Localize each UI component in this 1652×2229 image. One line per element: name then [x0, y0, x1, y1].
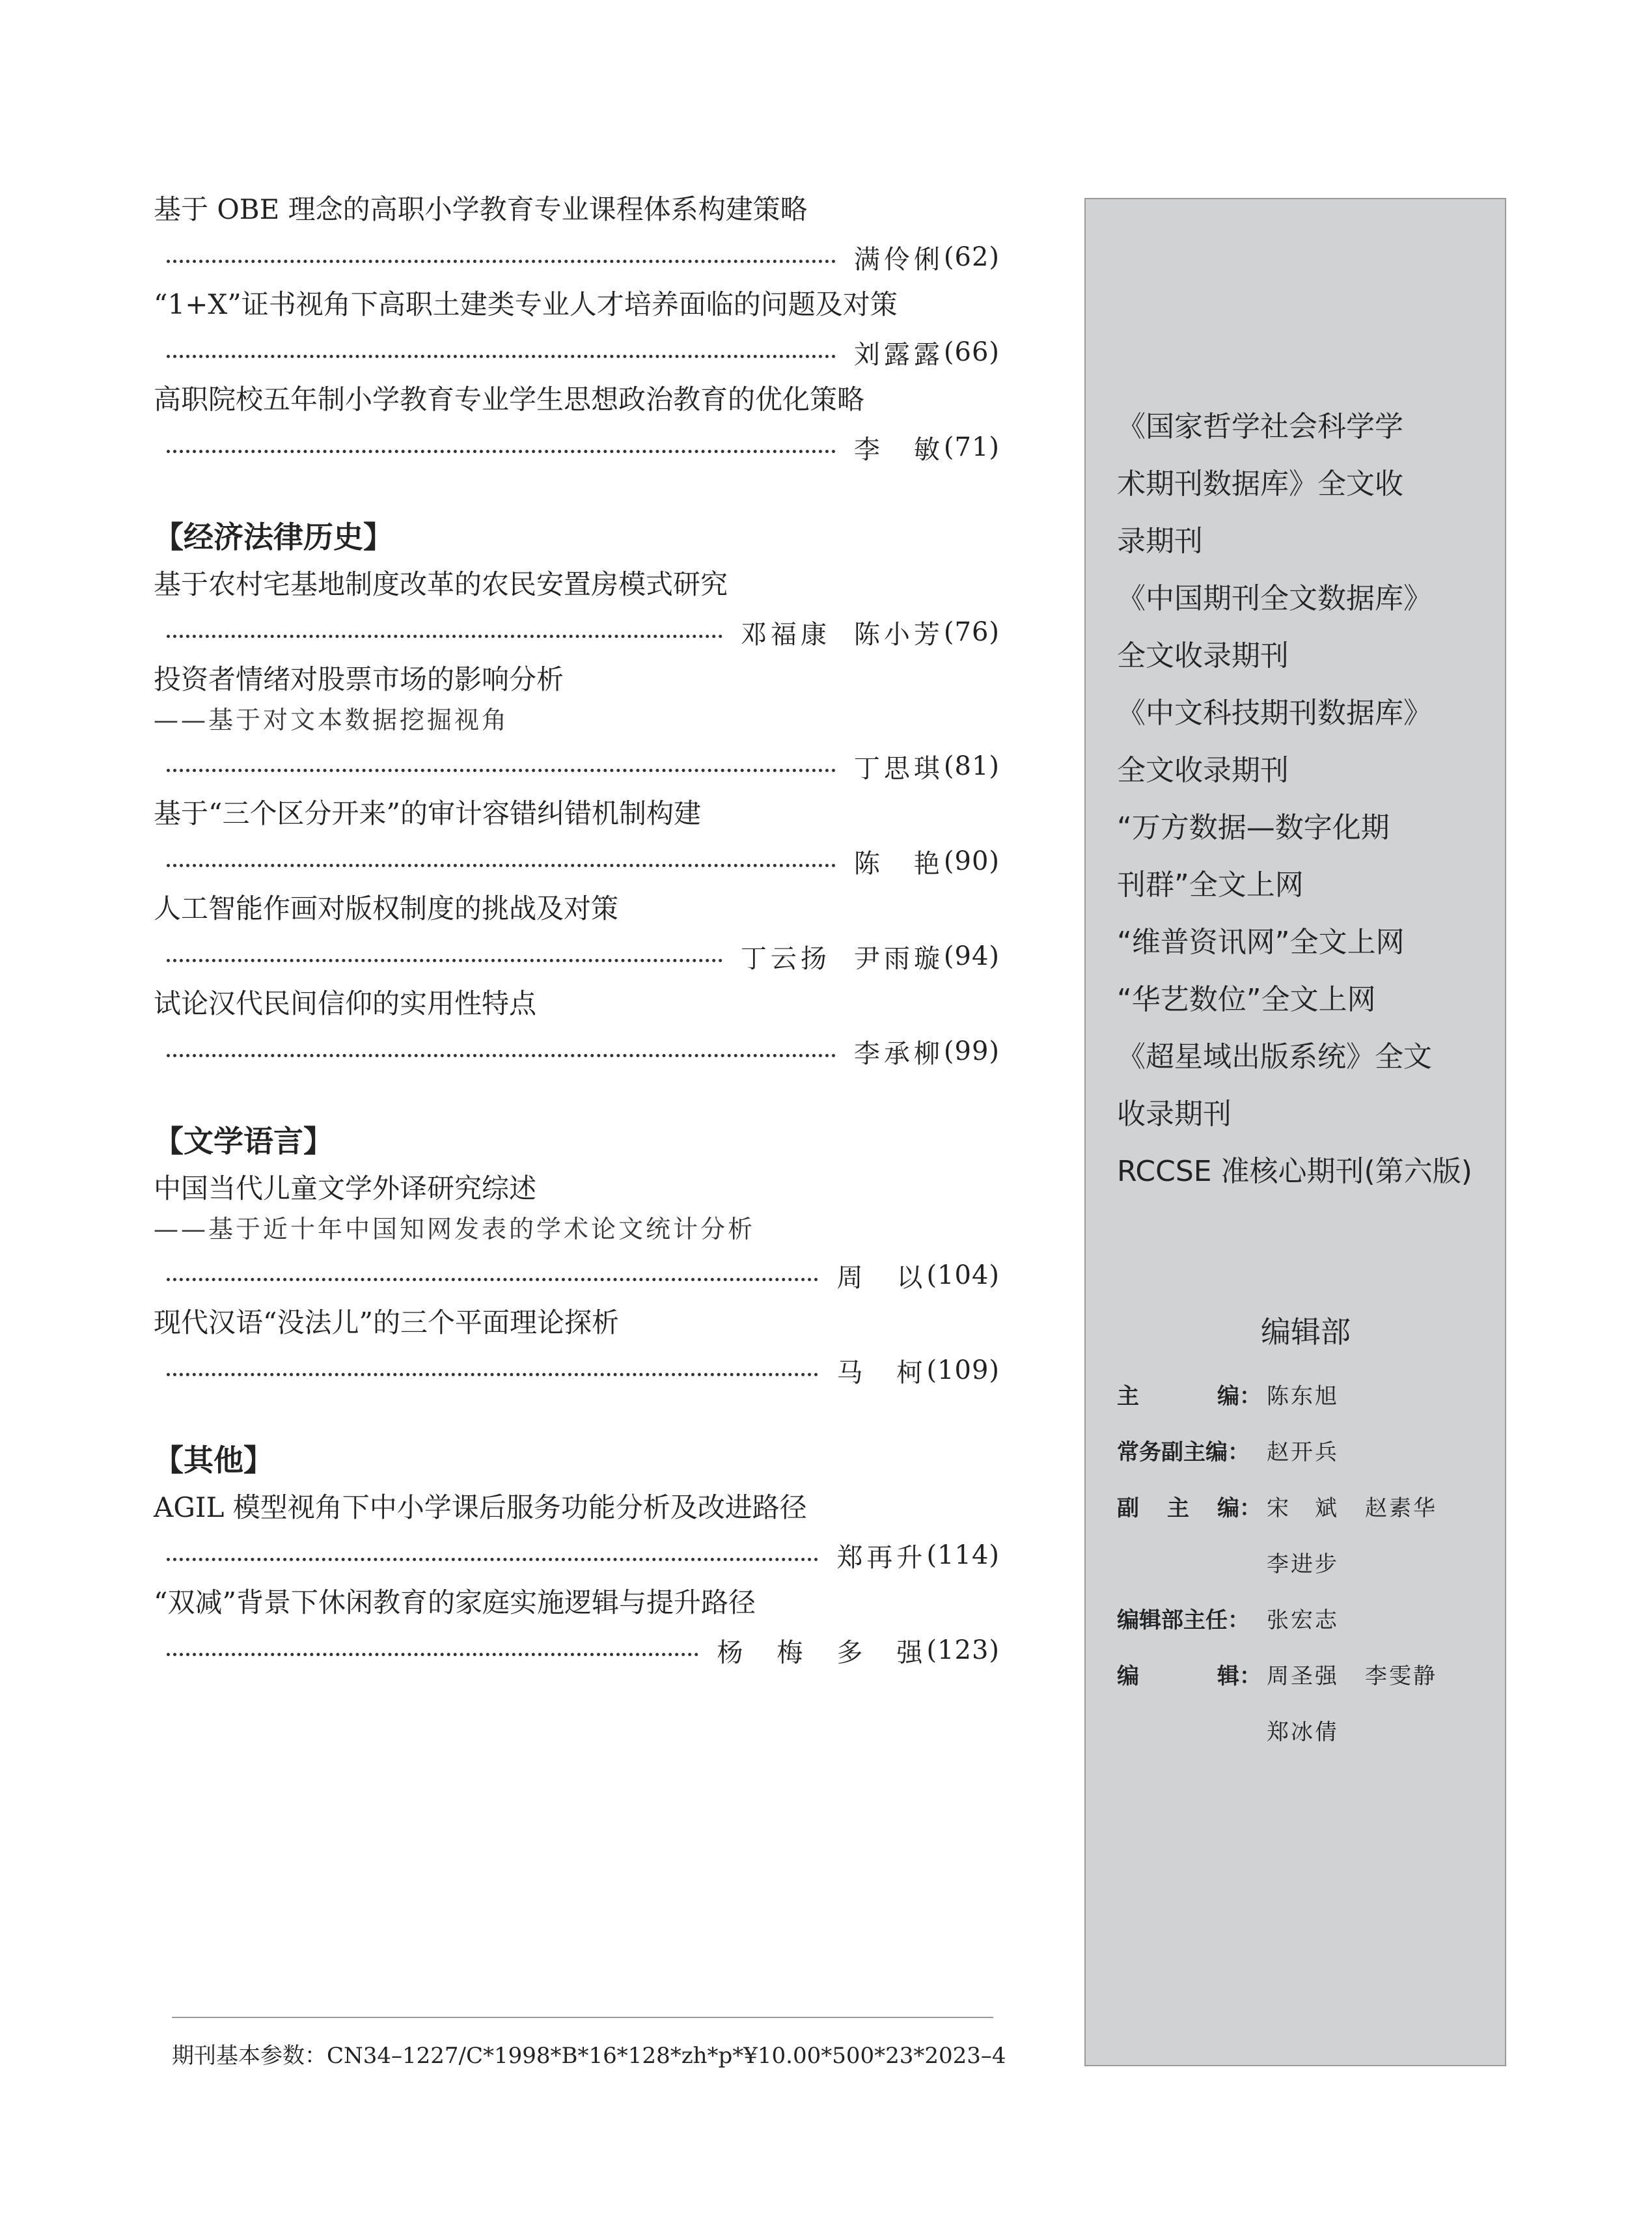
editorial-rows: [1117, 1368, 1494, 1760]
editorial-role: [1117, 1480, 1261, 1536]
article-authors: [854, 1033, 944, 1070]
editorial-board: [1117, 1306, 1494, 1760]
role-part: 主: [1117, 1383, 1139, 1409]
indexing-line: 刊群”全文上网: [1117, 868, 1304, 902]
leader-line: [154, 835, 1000, 888]
page-number: (123): [926, 1635, 1000, 1665]
article-title[interactable]: 人工智能作画对版权制度的挑战及对策: [154, 893, 619, 924]
indexing-line: 《中文科技期刊数据库》: [1117, 697, 1432, 730]
table-of-contents: [154, 189, 1000, 1677]
indexing-line: 《超星域出版系统》全文: [1117, 1040, 1432, 1073]
article-title[interactable]: 投资者情绪对股票市场的影响分析: [154, 663, 564, 695]
article-authors: [836, 1257, 926, 1294]
author-name: 李承柳: [853, 1038, 944, 1069]
article-authors: [741, 614, 944, 651]
role-part: 编：: [1217, 1383, 1261, 1409]
role-part: 辑：: [1217, 1663, 1261, 1689]
author-name: 杨 梅 多 强: [717, 1637, 927, 1668]
editorial-names: [1261, 1424, 1365, 1480]
indexing-line: “华艺数位”全文上网: [1117, 983, 1376, 1016]
role-part: 主: [1167, 1495, 1189, 1521]
editorial-names: [1261, 1480, 1463, 1536]
author-name: 满伶俐: [853, 244, 944, 275]
toc-entry[interactable]: [154, 1487, 1000, 1582]
toc-entry[interactable]: [154, 1582, 1000, 1677]
editor-name: 赵素华: [1365, 1495, 1437, 1521]
editorial-row: [1117, 1368, 1494, 1424]
article-title[interactable]: 中国当代儿童文学外译研究综述: [154, 1172, 537, 1204]
article-title[interactable]: “1+X”证书视角下高职土建类专业人才培养面临的问题及对策: [154, 288, 898, 320]
toc-entry[interactable]: [154, 659, 1000, 793]
footer-divider: [172, 2017, 993, 2018]
leader-line: [154, 325, 1000, 379]
leader-line: [154, 1249, 1000, 1302]
article-authors: [836, 1537, 926, 1574]
article-authors: [854, 748, 944, 785]
leader-line: [154, 1624, 1000, 1677]
indexing-line: 《中国期刊全文数据库》: [1117, 582, 1432, 615]
leader-line: [154, 740, 1000, 793]
editorial-role: [1117, 1592, 1261, 1648]
page-number: (114): [926, 1540, 1000, 1570]
toc-section: [154, 189, 1000, 474]
editorial-title: 编辑部: [1261, 1314, 1351, 1350]
author-name: 邓福康: [740, 619, 831, 650]
dot-leader: [167, 769, 836, 772]
toc-entry[interactable]: [154, 1302, 1000, 1397]
editor-name: 赵开兵: [1267, 1439, 1339, 1465]
section-heading: 【文学语言】: [154, 1124, 333, 1159]
dot-leader: [167, 864, 836, 867]
page-number: (99): [943, 1036, 1000, 1066]
article-authors: [836, 1352, 926, 1389]
editorial-names: [1261, 1368, 1365, 1424]
section-heading: 【其他】: [154, 1443, 273, 1478]
author-name: 周 以: [836, 1262, 927, 1293]
indexing-line: 术期刊数据库》全文收: [1117, 467, 1403, 501]
dot-leader: [167, 959, 723, 962]
role-part: 常务副主编：: [1117, 1439, 1250, 1465]
page-number: (104): [926, 1260, 1000, 1290]
article-authors: [854, 239, 944, 276]
indexing-line: 全文收录期刊: [1117, 639, 1289, 672]
indexing-line: 录期刊: [1117, 525, 1203, 558]
section-heading: 【经济法律历史】: [154, 519, 393, 555]
page-number: (62): [943, 242, 1000, 272]
indexing-line: “万方数据—数字化期: [1117, 811, 1390, 844]
editor-name: 李雯静: [1365, 1663, 1437, 1689]
author-name: 刘露露: [853, 339, 944, 370]
author-name: 丁云扬: [740, 943, 831, 974]
leader-line: [154, 1344, 1000, 1397]
editor-name: 周圣强: [1267, 1663, 1339, 1689]
page-number: (90): [943, 846, 1000, 876]
author-name: 马 柯: [836, 1357, 927, 1388]
dot-leader: [167, 355, 836, 358]
page-number: (81): [943, 751, 1000, 781]
editor-name: 宋 斌: [1267, 1495, 1339, 1521]
article-authors: [854, 429, 944, 466]
editorial-names: [1261, 1592, 1365, 1648]
toc-entry[interactable]: [154, 793, 1000, 888]
journal-parameters: 期刊基本参数：CN34–1227/C*1998*B*16*128*zh*p*¥10.00*500*23*2023–4: [172, 2043, 1006, 2069]
article-title[interactable]: 试论汉代民间信仰的实用性特点: [154, 988, 537, 1019]
page-number: (94): [943, 941, 1000, 971]
editorial-role: [1117, 1368, 1261, 1424]
dot-leader: [167, 260, 836, 263]
article-title[interactable]: 现代汉语“没法儿”的三个平面理论探析: [154, 1307, 619, 1338]
toc-section: [154, 1118, 1000, 1397]
toc-entry[interactable]: [154, 379, 1000, 474]
article-authors: [741, 938, 944, 975]
editor-name: 李进步: [1267, 1551, 1339, 1577]
leader-line: [154, 421, 1000, 474]
editorial-role: [1117, 1424, 1261, 1480]
dot-leader: [167, 1373, 818, 1376]
dot-leader: [167, 635, 723, 638]
leader-line: [154, 1529, 1000, 1582]
toc-entry[interactable]: [154, 564, 1000, 659]
article-title[interactable]: “双减”背景下休闲教育的家庭实施逻辑与提升路径: [154, 1586, 756, 1618]
article-authors: [854, 843, 944, 880]
editor-name: 张宏志: [1267, 1607, 1339, 1633]
author-name: 陈小芳: [853, 619, 944, 650]
article-subtitle: ——基于对文本数据挖掘视角: [154, 706, 510, 734]
editorial-row: [1117, 1424, 1494, 1480]
role-part: 编: [1117, 1663, 1139, 1689]
page-number: (109): [926, 1355, 1000, 1385]
dot-leader: [167, 1278, 818, 1281]
leader-line: [154, 230, 1000, 284]
editor-name: 郑冰倩: [1267, 1719, 1339, 1745]
leader-line: [154, 1025, 1000, 1078]
article-authors: [717, 1632, 926, 1669]
article-subtitle: ——基于近十年中国知网发表的学术论文统计分析: [154, 1215, 756, 1243]
author-name: 郑再升: [836, 1542, 927, 1573]
article-title[interactable]: 基于农村宅基地制度改革的农民安置房模式研究: [154, 568, 728, 600]
editorial-names: [1261, 1648, 1463, 1704]
author-name: 陈 艳: [853, 848, 944, 879]
toc-entry[interactable]: [154, 888, 1000, 983]
toc-entry[interactable]: [154, 189, 1000, 284]
author-name: 丁思琪: [853, 753, 944, 784]
dot-leader: [167, 1653, 698, 1656]
page-number: (66): [943, 337, 1000, 367]
editor-name: 陈东旭: [1267, 1383, 1339, 1409]
dot-leader: [167, 1054, 836, 1057]
leader-line: [154, 930, 1000, 983]
toc-entry[interactable]: [154, 983, 1000, 1078]
author-name: 尹雨璇: [853, 943, 944, 974]
article-title[interactable]: AGIL 模型视角下中小学课后服务功能分析及改进路径: [154, 1491, 807, 1523]
editorial-row: [1117, 1648, 1494, 1704]
indexing-line: 《国家哲学社会科学学: [1117, 410, 1403, 443]
indexing-line: 全文收录期刊: [1117, 754, 1289, 787]
dot-leader: [167, 1558, 818, 1561]
editorial-row: [1117, 1592, 1494, 1648]
role-part: 编辑部主任：: [1117, 1607, 1250, 1633]
toc-entry[interactable]: [154, 1168, 1000, 1302]
author-name: 李 敏: [853, 434, 944, 465]
toc-section: [154, 514, 1000, 1078]
role-part: 编：: [1217, 1495, 1261, 1521]
indexing-line: RCCSE 准核心期刊(第六版): [1117, 1155, 1472, 1188]
toc-entry[interactable]: [154, 284, 1000, 379]
editorial-role: [1117, 1648, 1261, 1704]
page-number: (76): [943, 617, 1000, 647]
article-title[interactable]: 高职院校五年制小学教育专业学生思想政治教育的优化策略: [154, 383, 865, 415]
toc-section: [154, 1437, 1000, 1677]
page-number: (71): [943, 432, 1000, 462]
indexing-list: [1117, 398, 1494, 1200]
article-title[interactable]: 基于 OBE 理念的高职小学教育专业课程体系构建策略: [154, 193, 808, 225]
article-authors: [854, 334, 944, 371]
leader-line: [154, 605, 1000, 659]
sidebar-panel: [1084, 198, 1506, 2066]
article-title[interactable]: 基于“三个区分开来”的审计容错纠错机制构建: [154, 797, 701, 829]
indexing-line: 收录期刊: [1117, 1098, 1232, 1131]
editorial-row: [1117, 1480, 1494, 1536]
role-part: 副: [1117, 1495, 1139, 1521]
dot-leader: [167, 450, 836, 453]
indexing-line: “维普资讯网”全文上网: [1117, 926, 1405, 959]
